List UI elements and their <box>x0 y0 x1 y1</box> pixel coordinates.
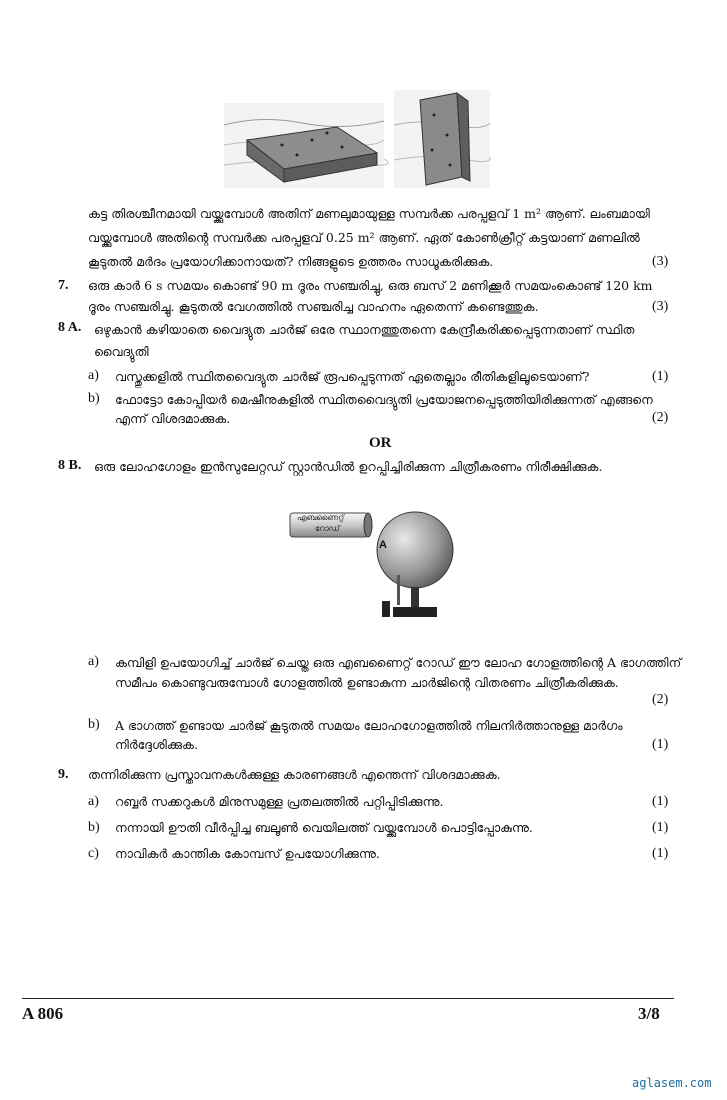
q6-line-3: കൂടുതൽ മർദം പ്രയോഗിക്കാനായത്? നിങ്ങളുടെ ഉത്തരം സാധൂകരിക്കുക. <box>88 254 494 269</box>
q8a-line-2: വൈദ്യുതി <box>94 344 149 359</box>
q7-marks: (3) <box>652 299 669 314</box>
q7-line-2: ദൂരം സഞ്ചരിച്ചു. കൂടുതൽ വേഗത്തിൽ സഞ്ചരിച്ച വാഹനം ഏതെന്ന് കണ്ടെത്തുക. <box>88 299 539 314</box>
rod-label-2: റോഡ് <box>315 524 340 533</box>
watermark: aglasem.com <box>632 1076 712 1090</box>
q7-number: 7. <box>58 278 69 293</box>
q8b-b-line-2: നിർദ്ദേശിക്കുക. <box>115 737 198 752</box>
q8a-a-label: a) <box>88 368 99 383</box>
q8b-line-1: ഒരു ലോഹഗോളം ഇൻസുലേറ്റഡ് സ്റ്റാൻഡിൽ ഉറപ്പിച്ചിരിക്കുന്ന ചിത്രീകരണം നിരീക്ഷിക്കുക. <box>94 459 603 474</box>
q7-line-1: ഒരു കാർ 6 s സമയം കൊണ്ട് 90 m ദൂരം സഞ്ചരിച്ചു, ഒരു ബസ് 2 മണിക്കൂർ സമയംകൊണ്ട് 120 km <box>88 278 653 293</box>
q6-line-1: കട്ട തിരശ്ചീനമായി വയ്ക്കുമ്പോൾ അതിന് മണലുമായുള്ള സമ്പർക്ക പരപ്പളവ് 1 m² ആണ്. ലംബമായി <box>88 206 650 221</box>
q9-c-label: c) <box>88 846 99 861</box>
q8b-b-label: b) <box>88 717 100 732</box>
q8a-b-line-1: ഫോട്ടോ കോപ്പിയർ മെഷീനുകളിൽ സ്ഥിതവൈദ്യുതി പ്രയോജനപ്പെടുത്തിയിരിക്കുന്നത് എങ്ങനെ <box>115 392 653 407</box>
q8a-b-line-2: എന്ന് വിശദമാക്കുക. <box>115 411 231 426</box>
q8a-a-text: വസ്തുക്കളിൽ സ്ഥിതവൈദ്യുത ചാർജ് രൂപപ്പെടുന്നത് ഏതെല്ലാം രീതികളിലൂടെയാണ്? <box>115 369 590 384</box>
rod-label-1: എബണൈറ്റ് <box>297 513 345 522</box>
q8a-b-label: b) <box>88 391 100 406</box>
q9-b-label: b) <box>88 820 100 835</box>
metal-sphere-illustration <box>285 505 460 620</box>
q8a-number: 8 A. <box>58 320 82 335</box>
q8b-b-marks: (1) <box>652 737 669 752</box>
q9-intro: തന്നിരിക്കുന്ന പ്രസ്താവനകൾക്കുള്ള കാരണങ്ങൾ എന്തെന്ന് വിശദമാക്കുക. <box>88 767 501 782</box>
q9-c-text: നാവികർ കാന്തിക കോമ്പസ് ഉപയോഗിക്കുന്നു. <box>115 846 380 861</box>
q8b-a-line-1: കമ്പിളി ഉപയോഗിച്ച് ചാർജ് ചെയ്ത ഒരു എബണൈറ്റ് റോഡ് ഈ ലോഹ ഗോളത്തിന്റെ A ഭാഗത്തിന് <box>115 655 682 670</box>
q9-a-label: a) <box>88 794 99 809</box>
q9-a-marks: (1) <box>652 794 669 809</box>
point-a-label: A <box>379 539 387 551</box>
q9-a-text: റബ്ബർ സക്കറുകൾ മിനുസമുള്ള പ്രതലത്തിൽ പറ്റിപ്പിടിക്കുന്നു. <box>115 794 444 809</box>
q8b-a-marks: (2) <box>652 692 669 707</box>
q9-b-marks: (1) <box>652 820 669 835</box>
concrete-blocks-illustration <box>222 85 492 190</box>
q8a-b-marks: (2) <box>652 410 669 425</box>
or-separator: OR <box>369 435 392 451</box>
q9-number: 9. <box>58 767 69 782</box>
q8a-a-marks: (1) <box>652 369 669 384</box>
footer-rule <box>22 998 674 999</box>
q9-c-marks: (1) <box>652 846 669 861</box>
q6-marks: (3) <box>652 254 669 269</box>
q6-line-2: വയ്ക്കുമ്പോൾ അതിന്റെ സമ്പർക്ക പരപ്പളവ് 0.25 m² ആണ്. ഏത് കോൺക്രീറ്റ് കട്ടയാണ് മണലിൽ <box>88 230 640 245</box>
paper-code: A 806 <box>22 1004 64 1023</box>
q9-b-text: നന്നായി ഊതി വീർപ്പിച്ച ബലൂൺ വെയിലത്ത് വയ്ക്കുമ്പോൾ പൊട്ടിപ്പോകുന്നു. <box>115 820 533 835</box>
q8b-a-line-2: സമീപം കൊണ്ടുവരുമ്പോൾ ഗോളത്തിൽ ഉണ്ടാകുന്ന ചാർജിന്റെ വിതരണം ചിത്രീകരിക്കുക. <box>115 675 619 690</box>
q8b-a-label: a) <box>88 654 99 669</box>
q8b-number: 8 B. <box>58 458 82 473</box>
page-number: 3/8 <box>638 1004 660 1023</box>
q8b-b-line-1: A ഭാഗത്ത് ഉണ്ടായ ചാർജ് കൂടുതൽ സമയം ലോഹഗോളത്തിൽ നിലനിർത്താനുള്ള മാർഗം <box>115 718 623 733</box>
q8a-line-1: ഒഴുകാൻ കഴിയാതെ വൈദ്യുത ചാർജ് ഒരേ സ്ഥാനത്തുതന്നെ കേന്ദ്രീകരിക്കപ്പെടുന്നതാണ് സ്ഥിത <box>94 322 635 337</box>
